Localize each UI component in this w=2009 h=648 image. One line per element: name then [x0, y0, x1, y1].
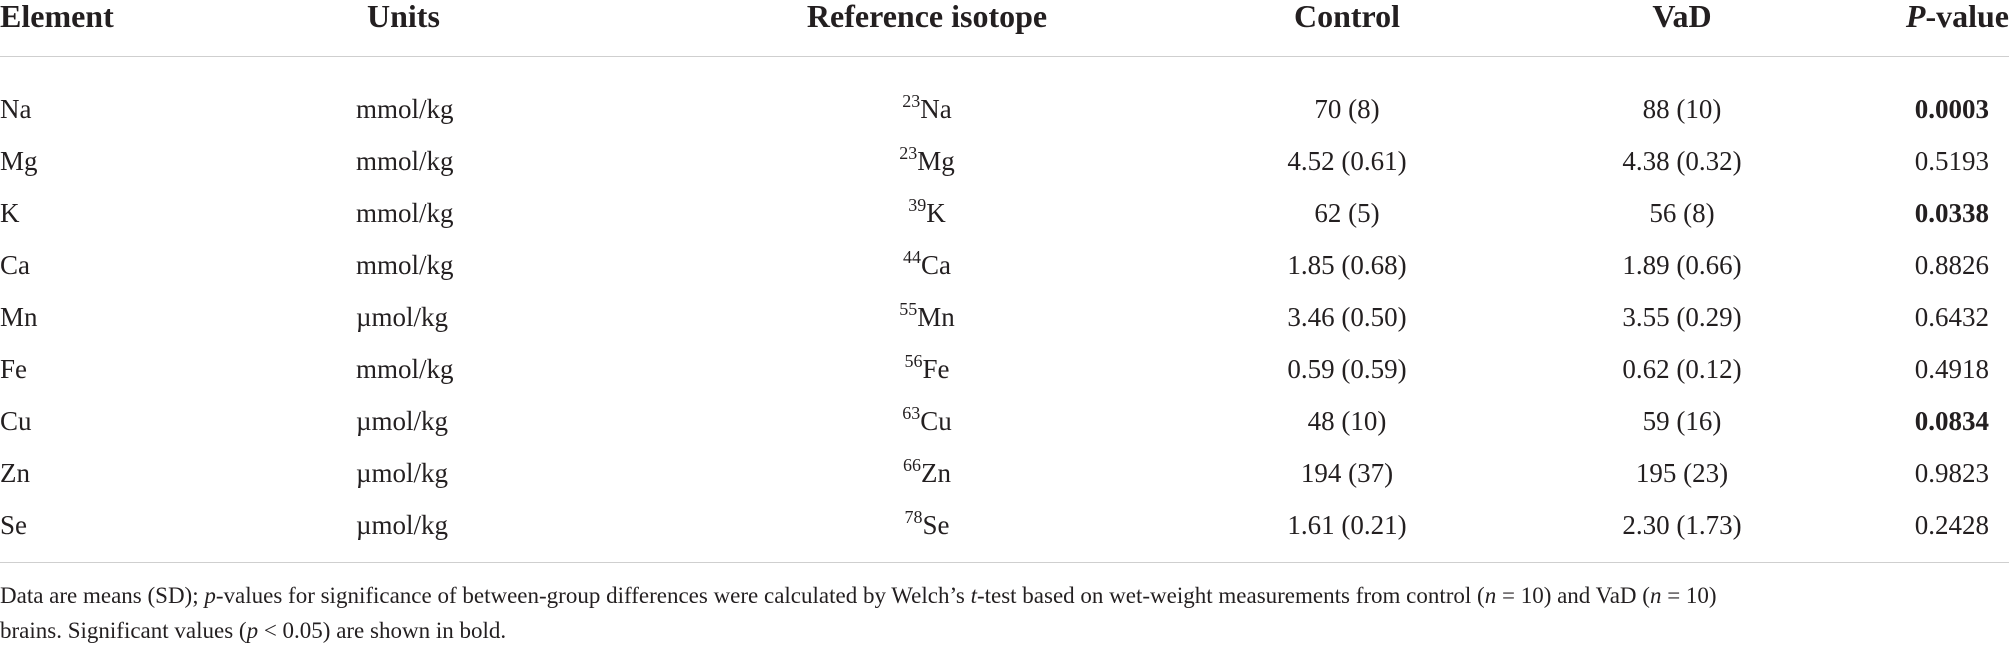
- cell-vad: 88 (10): [1642, 94, 1722, 124]
- table-footnote: [0, 578, 2000, 648]
- isotope-mass: 63: [902, 403, 921, 423]
- cell-control: 0.59 (0.59): [1287, 354, 1407, 384]
- cell-p-value: 0.2428: [1914, 510, 1989, 540]
- cell-reference-isotope: [667, 135, 1187, 187]
- cell-control: 3.46 (0.50): [1287, 302, 1407, 332]
- cell-element: Cu: [0, 406, 32, 436]
- header-element: Element: [0, 0, 114, 34]
- cell-p-value: 0.0834: [1914, 406, 1989, 436]
- footnote-text: -values for significance of between-group differences were calculated by Welch’s: [215, 583, 971, 608]
- table-bottom-rule: [0, 562, 2009, 563]
- footnote-text: p: [246, 618, 259, 643]
- cell-p-value: 0.0003: [1914, 94, 1989, 124]
- isotope-mass: 44: [903, 247, 921, 267]
- cell-control: 4.52 (0.61): [1287, 146, 1407, 176]
- cell-vad: 4.38 (0.32): [1622, 146, 1742, 176]
- footnote-text: = 10): [1661, 583, 1717, 608]
- table-row: [0, 291, 2009, 343]
- footnote-text: t: [970, 583, 977, 608]
- table-row: [0, 135, 2009, 187]
- isotope-symbol: Cu: [920, 406, 952, 436]
- cell-units: µmol/kg: [356, 302, 449, 332]
- cell-p-value: 0.5193: [1914, 146, 1989, 176]
- cell-reference-isotope: [667, 343, 1187, 395]
- cell-units: mmol/kg: [356, 198, 454, 228]
- table-spacer: [0, 57, 2009, 84]
- header-p-suffix: -value: [1925, 0, 2009, 34]
- isotope-mass: 23: [899, 143, 918, 163]
- cell-vad: 3.55 (0.29): [1622, 302, 1742, 332]
- header-units: Units: [367, 0, 440, 34]
- cell-vad: 56 (8): [1649, 198, 1715, 228]
- table-row: [0, 187, 2009, 239]
- cell-reference-isotope: [667, 239, 1187, 291]
- cell-reference-isotope: [667, 499, 1187, 551]
- table-row: [0, 83, 2009, 135]
- header-p-value: [1857, 0, 2009, 57]
- table-row: [0, 239, 2009, 291]
- footnote-text: p: [204, 583, 216, 608]
- cell-reference-isotope: [667, 187, 1187, 239]
- isotope-symbol: Fe: [922, 354, 950, 384]
- cell-units: mmol/kg: [356, 250, 454, 280]
- cell-element: K: [0, 198, 20, 228]
- isotope-mass: 56: [904, 351, 923, 371]
- table-row: [0, 343, 2009, 395]
- footnote-text: n: [1649, 583, 1662, 608]
- header-p-letter: P: [1905, 0, 1926, 34]
- footnote-text: brains. Significant values (: [0, 618, 247, 643]
- cell-reference-isotope: [667, 447, 1187, 499]
- cell-control: 48 (10): [1307, 406, 1387, 436]
- cell-p-value: 0.0338: [1914, 198, 1989, 228]
- footnote-text: n: [1484, 583, 1497, 608]
- cell-vad: 1.89 (0.66): [1622, 250, 1742, 280]
- cell-element: Fe: [0, 354, 27, 384]
- footnote-text: -test based on wet-weight measurements from control (: [976, 583, 1485, 608]
- cell-element: Ca: [0, 250, 30, 280]
- cell-element: Zn: [0, 458, 30, 488]
- header-control: Control: [1293, 0, 1401, 34]
- cell-vad: 59 (16): [1642, 406, 1722, 436]
- cell-control: 70 (8): [1314, 94, 1380, 124]
- table-row: [0, 499, 2009, 551]
- cell-element: Se: [0, 510, 27, 540]
- header-row: [0, 0, 2009, 57]
- cell-control: 194 (37): [1300, 458, 1394, 488]
- footnote-text: < 0.05) are shown in bold.: [258, 618, 507, 643]
- isotope-symbol: Ca: [921, 250, 951, 280]
- table-row: [0, 447, 2009, 499]
- header-reference-isotope: Reference isotope: [806, 0, 1048, 34]
- cell-vad: 2.30 (1.73): [1622, 510, 1742, 540]
- cell-vad: 195 (23): [1635, 458, 1729, 488]
- cell-units: mmol/kg: [356, 146, 454, 176]
- cell-reference-isotope: [667, 291, 1187, 343]
- isotope-symbol: Zn: [921, 458, 951, 488]
- cell-p-value: 0.8826: [1914, 250, 1989, 280]
- cell-units: mmol/kg: [356, 354, 454, 384]
- cell-units: mmol/kg: [356, 94, 454, 124]
- cell-reference-isotope: [667, 395, 1187, 447]
- isotope-mass: 23: [902, 91, 921, 111]
- isotope-mass: 39: [908, 195, 927, 215]
- cell-control: 62 (5): [1314, 198, 1380, 228]
- footnote-text: = 10) and VaD (: [1496, 583, 1650, 608]
- table-row: [0, 395, 2009, 447]
- cell-control: 1.85 (0.68): [1287, 250, 1407, 280]
- footnote-text: Data are means (SD);: [0, 583, 205, 608]
- isotope-symbol: Mg: [917, 146, 955, 176]
- header-vad: VaD: [1652, 0, 1712, 34]
- cell-units: µmol/kg: [356, 406, 449, 436]
- isotope-symbol: Na: [920, 94, 952, 124]
- cell-vad: 0.62 (0.12): [1622, 354, 1742, 384]
- cell-element: Mg: [0, 146, 38, 176]
- cell-units: µmol/kg: [356, 458, 449, 488]
- cell-element: Mn: [0, 302, 38, 332]
- cell-p-value: 0.9823: [1914, 458, 1989, 488]
- isotope-mass: 78: [904, 507, 923, 527]
- isotope-symbol: Se: [922, 510, 950, 540]
- cell-control: 1.61 (0.21): [1287, 510, 1407, 540]
- cell-element: Na: [0, 94, 32, 124]
- cell-units: µmol/kg: [356, 510, 449, 540]
- cell-reference-isotope: [667, 83, 1187, 135]
- isotope-symbol: Mn: [917, 302, 955, 332]
- isotope-mass: 55: [899, 299, 918, 319]
- cell-p-value: 0.6432: [1914, 302, 1989, 332]
- isotope-mass: 66: [903, 455, 921, 475]
- cell-p-value: 0.4918: [1914, 354, 1989, 384]
- isotope-symbol: K: [926, 198, 946, 228]
